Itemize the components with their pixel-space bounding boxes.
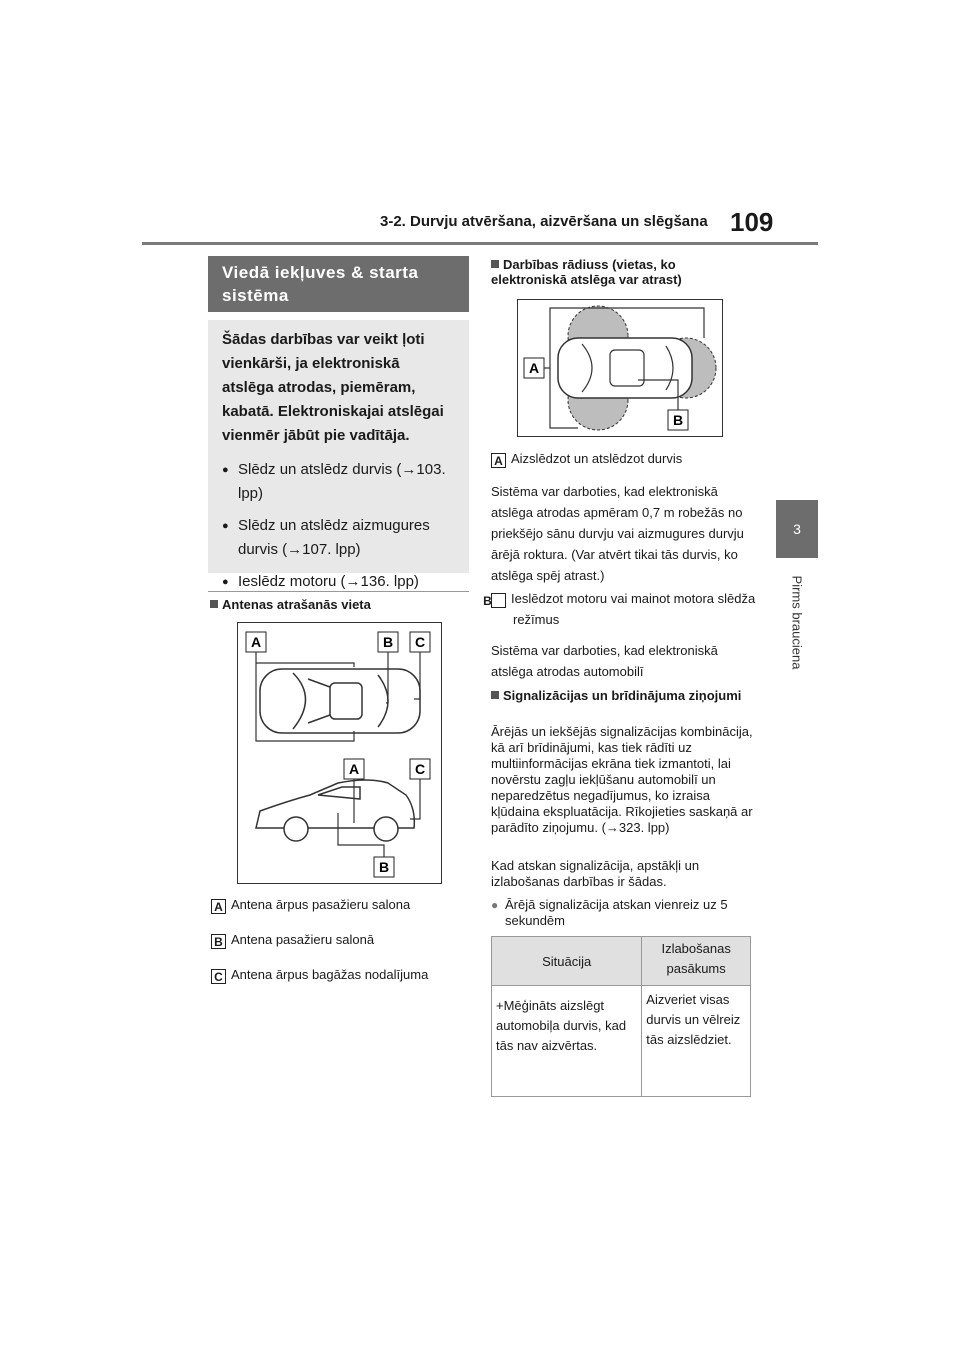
fig-label-a-side: A xyxy=(348,761,360,777)
antenna-diagram xyxy=(238,623,441,883)
legend-text: Antena ārpus pasažieru salona xyxy=(231,897,411,912)
table-row xyxy=(492,986,751,1097)
intro-bullet: ● Slēdz un atslēdz durvis (→103. lpp) xyxy=(222,458,455,506)
divider xyxy=(208,591,469,592)
alarm-text: Ārējās un iekšējās signalizācijas kombinācija, kā arī brīdinājumi, kas tiek rādīti uz multiinformācijas ekrāna tiek izmantoti, lai novērstu zagļu iekļūšanu automobilī un neparedzētus negadījumus, ko izraisa kļūdaina ekspluatācija. Rīkojieties saskaņā ar parādīto ziņojumu. (→323. lpp) xyxy=(491,724,753,835)
chapter-tab xyxy=(776,500,818,558)
range-a-text: Sistēma var darboties, kad elektroniskā atslēga atrodas apmēram 0,7 m robežās no priekšējo sānu durvju vai aizmugures durvju ārējā roktura. (Var atvērt tikai tās durvis, ko atslēga spēj atrast.) xyxy=(491,484,744,583)
alarm-heading-text: Signalizācijas un brīdinājuma ziņojumi xyxy=(503,688,742,703)
fig-label-c-side: C xyxy=(414,761,426,777)
table-cell: Aizveriet visas durvis un vēlreiz tās aizslēdziet. xyxy=(642,986,751,1097)
antennas-heading-text: Antenas atrašanās vieta xyxy=(222,597,371,612)
chapter-title: Pirms brauciena xyxy=(789,575,805,670)
legend-key: C xyxy=(211,969,226,984)
antenna-location-figure xyxy=(237,622,442,884)
table-header: Izlabošanas pasākums xyxy=(642,937,751,986)
legend-item-b xyxy=(211,932,471,949)
table-header: Situācija xyxy=(492,937,642,986)
alarm-heading xyxy=(491,688,753,703)
chapter-title-vertical xyxy=(776,565,818,680)
round-bullet-icon: ● xyxy=(491,898,499,912)
alarm-bullet-text: Ārējā signalizācija atskan vienreiz uz 5 sekundēm xyxy=(505,897,728,928)
operating-range-figure xyxy=(517,299,723,437)
intro-bullet: ● Slēdz un atslēdz aizmugures durvis (→107. lpp) xyxy=(222,514,455,562)
legend-key: B xyxy=(491,593,506,608)
fig-label-c: C xyxy=(414,634,426,650)
range-item-b xyxy=(483,588,775,630)
legend-key: B xyxy=(211,934,226,949)
fig-label-b: B xyxy=(382,634,394,650)
range-label-a: A xyxy=(528,360,540,376)
legend-item-a xyxy=(211,897,471,914)
range-label-b: B xyxy=(672,412,684,428)
alarm-text-2: Kad atskan signalizācija, apstākļi un izlabošanas darbības ir šādas. xyxy=(491,858,700,889)
legend-key: A xyxy=(211,899,226,914)
fig-label-a: A xyxy=(250,634,262,650)
running-header: 3-2. Durvju atvēršana, aizvēršana un slēgšana xyxy=(380,213,708,230)
legend-key: A xyxy=(491,453,506,468)
table-header-row xyxy=(492,937,751,986)
range-a-title: Aizslēdzot un atslēdzot durvis xyxy=(511,451,683,466)
range-diagram xyxy=(518,300,722,436)
antennas-heading xyxy=(210,597,468,612)
header-rule xyxy=(142,242,818,245)
intro-text: Šādas darbības var veikt ļoti vienkārši, ja elektroniskā atslēga atrodas, piemēram, kabatā. Elektroniskajai atslēgai vienmēr jābūt pie vadītāja. xyxy=(222,331,444,444)
legend-text: Antena ārpus bagāžas nodalījuma xyxy=(231,967,429,982)
alarm-table xyxy=(491,936,751,1097)
square-bullet-icon xyxy=(491,691,499,699)
range-heading-text: Darbības rādiuss (vietas, ko elektroniskā atslēga var atrast) xyxy=(491,257,682,287)
range-b-title: Ieslēdzot motoru vai mainot motora slēdža režīmus xyxy=(511,591,756,627)
range-heading xyxy=(491,257,751,287)
page-number: 109 xyxy=(730,207,774,237)
range-item-a xyxy=(491,451,751,468)
intro-bullet: ● Ieslēdz motoru (→136. lpp) xyxy=(222,570,455,594)
legend-item-c xyxy=(211,967,471,984)
intro-box xyxy=(208,320,469,590)
table-cell: +Mēģināts aizslēgt automobiļa durvis, kad tās nav aizvērtas. xyxy=(492,986,642,1097)
square-bullet-icon xyxy=(210,600,218,608)
fig-label-b-side: B xyxy=(378,859,390,875)
alarm-bullet xyxy=(491,897,753,929)
legend-text: Antena pasažieru salonā xyxy=(231,932,375,947)
chapter-number: 3 xyxy=(793,521,801,537)
square-bullet-icon xyxy=(491,260,499,268)
section-title: Viedā iekļuves & starta sistēma xyxy=(208,256,469,312)
range-b-text: Sistēma var darboties, kad elektroniskā atslēga atrodas automobilī xyxy=(491,643,718,679)
